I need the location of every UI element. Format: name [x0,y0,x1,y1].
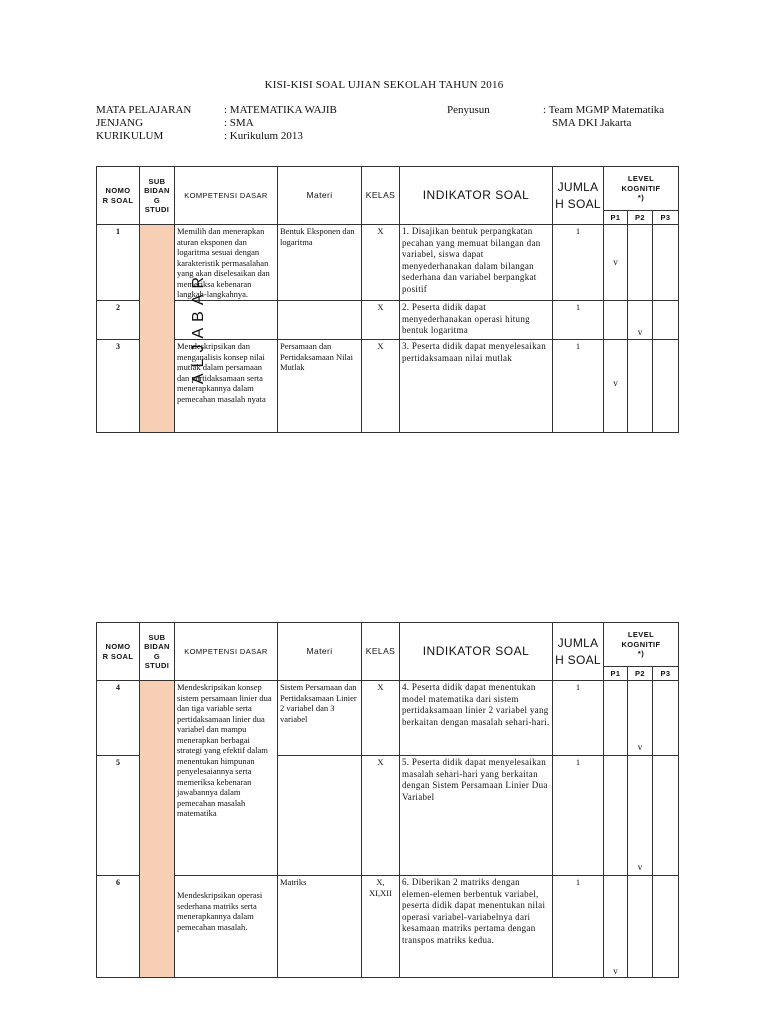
table-row [97,225,679,301]
indikator: 3. Peserta didik dapat menyelesaikan pertidaksamaan nilai mutlak [400,340,553,433]
jumlah-soal: 1 [553,876,604,978]
header-p1: P1 [604,211,628,225]
row-number: 1 [97,225,140,301]
row-number: 5 [97,756,140,876]
materi: Persamaan dan Pertidaksamaan Nilai Mutlak [278,340,362,433]
level-p3 [653,681,679,756]
meta-penyusun-value [543,104,664,130]
header-kompetensi-dasar: KOMPETENSI DASAR [175,623,278,681]
kisi-table-2 [96,622,679,978]
label-mata-pelajaran: MATA PELAJARAN [96,104,192,116]
materi [278,756,362,876]
row-number: 4 [97,681,140,756]
jumlah-soal: 1 [553,756,604,876]
jumlah-soal: 1 [553,301,604,340]
header-level-kognitif: LEVEL KOGNITIF *) [604,167,679,211]
level-p1 [604,301,628,340]
header-p2: P2 [628,211,653,225]
materi: Matriks [278,876,362,978]
document-title: KISI-KISI SOAL UJIAN SEKOLAH TAHUN 2016 [264,79,504,91]
materi: Bentuk Eksponen dan logaritma [278,225,362,301]
materi [278,301,362,340]
header-kompetensi-dasar: KOMPETENSI DASAR [175,167,278,225]
level-p2: v [628,681,653,756]
level-p3 [653,340,679,433]
jumlah-soal: 1 [553,340,604,433]
table-row [97,301,679,340]
row-number: 6 [97,876,140,978]
header-p1: P1 [604,667,628,681]
level-p3 [653,876,679,978]
level-p1 [604,756,628,876]
level-p1 [604,681,628,756]
header-materi: Materi [278,623,362,681]
label-jenjang: JENJANG [96,117,144,129]
kompetensi-dasar: Mendeskripsikan operasi sederhana matriks serta menerapkannya dalam pemecahan masalah. [175,876,278,978]
level-p3 [653,301,679,340]
indikator: 5. Peserta didik dapat menyelesaikan masalah sehari-hari yang berkaitan dengan Sistem Persamaan Linier Dua Variabel [400,756,553,876]
jumlah-soal: 1 [553,681,604,756]
kelas: X [362,340,400,433]
kelas: X [362,681,400,756]
materi: Sistem Persamaan dan Pertidaksamaan Linier 2 variabel dan 3 variabel [278,681,362,756]
header-indikator-soal: INDIKATOR SOAL [400,623,553,681]
header-sub-bidang: SUB BIDAN G STUDI [140,167,175,225]
value-kurikulum: : Kurikulum 2013 [224,130,303,142]
header-p3: P3 [653,667,679,681]
table-row [97,876,679,978]
kompetensi-dasar: Mendeskripsikan konsep sistem persamaan linier dua dan tiga variable serta pertidaksamaan linier dua variabel dan mampu menerapkan berbagai strategi yang efektif dalam menentukan himpunan penyelesaiannya serta memeriksa kebenaran jawabannya dalam pemecahan masalah matematika [175,681,278,876]
kompetensi-dasar: Memilih dan menerapkan aturan eksponen dan logaritma sesuai dengan karakteristik permasalahan yang akan diselesaikan dan memeriksa kebenaran langkah-langkahnya. [175,225,278,301]
row-number: 3 [97,340,140,433]
indikator: 6. Diberikan 2 matriks dengan elemen-elemen berbentuk variabel, peserta didik dapat menentukan nilai operasi variabel-variabelnya dari kesamaan matriks pertama dengan transpos matriks kedua. [400,876,553,978]
sub-bidang-label: ALJABAR [190,270,208,385]
sub-bidang-fill [140,681,175,978]
header-level-kognitif: LEVEL KOGNITIF *) [604,623,679,667]
level-p2 [628,225,653,301]
value-jenjang: : SMA [224,117,254,129]
header-kelas: KELAS [362,167,400,225]
value-sekolah: SMA DKI Jakarta [552,117,632,129]
header-materi: Materi [278,167,362,225]
indikator: 1. Disajikan bentuk perpangkatan pecahan yang memuat bilangan dan variabel, siswa dapat menyederhanakan dalam bilangan sederhana dan variabel berpangkat positif [400,225,553,301]
indikator: 4. Peserta didik dapat menentukan model matematika dari sistem pertidaksamaan linier 2 variabel yang berkaitan dengan masalah sehari-hari. [400,681,553,756]
header-p2: P2 [628,667,653,681]
value-penyusun: : Team MGMP Matematika [543,104,665,116]
kisi-table-1 [96,166,679,433]
row-number: 2 [97,301,140,340]
header-jumlah-soal: JUMLA H SOAL [553,623,604,681]
level-p1: v [604,225,628,301]
header-jumlah-soal: JUMLA H SOAL [553,167,604,225]
label-kurikulum: KURIKULUM [96,130,164,142]
jumlah-soal: 1 [553,225,604,301]
meta-left-values [224,104,337,143]
level-p1: v [604,340,628,433]
table-row [97,340,679,433]
header-nomor: NOMO R SOAL [97,623,140,681]
sub-bidang-aljabar [140,225,208,433]
level-p2 [628,876,653,978]
kompetensi-dasar: Mendeskripsikan dan menganalisis konsep nilai mutlak dalam persamaan dan pertidaksamaan serta menerapkannya dalam pemecahan masalah nyata [175,340,278,433]
meta-left-labels [96,104,191,143]
kelas: X [362,301,400,340]
header-p3: P3 [653,211,679,225]
level-p2: v [628,301,653,340]
indikator: 2. Peserta didik dapat menyederhanakan operasi hitung bentuk logaritma [400,301,553,340]
kelas: X [362,756,400,876]
header-nomor: NOMO R SOAL [97,167,140,225]
value-mata-pelajaran: : MATEMATIKA WAJIB [224,104,337,116]
header-sub-bidang: SUB BIDAN G STUDI [140,623,175,681]
level-p2: v [628,756,653,876]
header-indikator-soal: INDIKATOR SOAL [400,167,553,225]
level-p1: v [604,876,628,978]
kelas: X, XI,XII [362,876,400,978]
table-row [97,681,679,756]
level-p3 [653,756,679,876]
meta-penyusun-label: Penyusun [447,104,490,116]
level-p3 [653,225,679,301]
header-kelas: KELAS [362,623,400,681]
kelas: X [362,225,400,301]
level-p2 [628,340,653,433]
